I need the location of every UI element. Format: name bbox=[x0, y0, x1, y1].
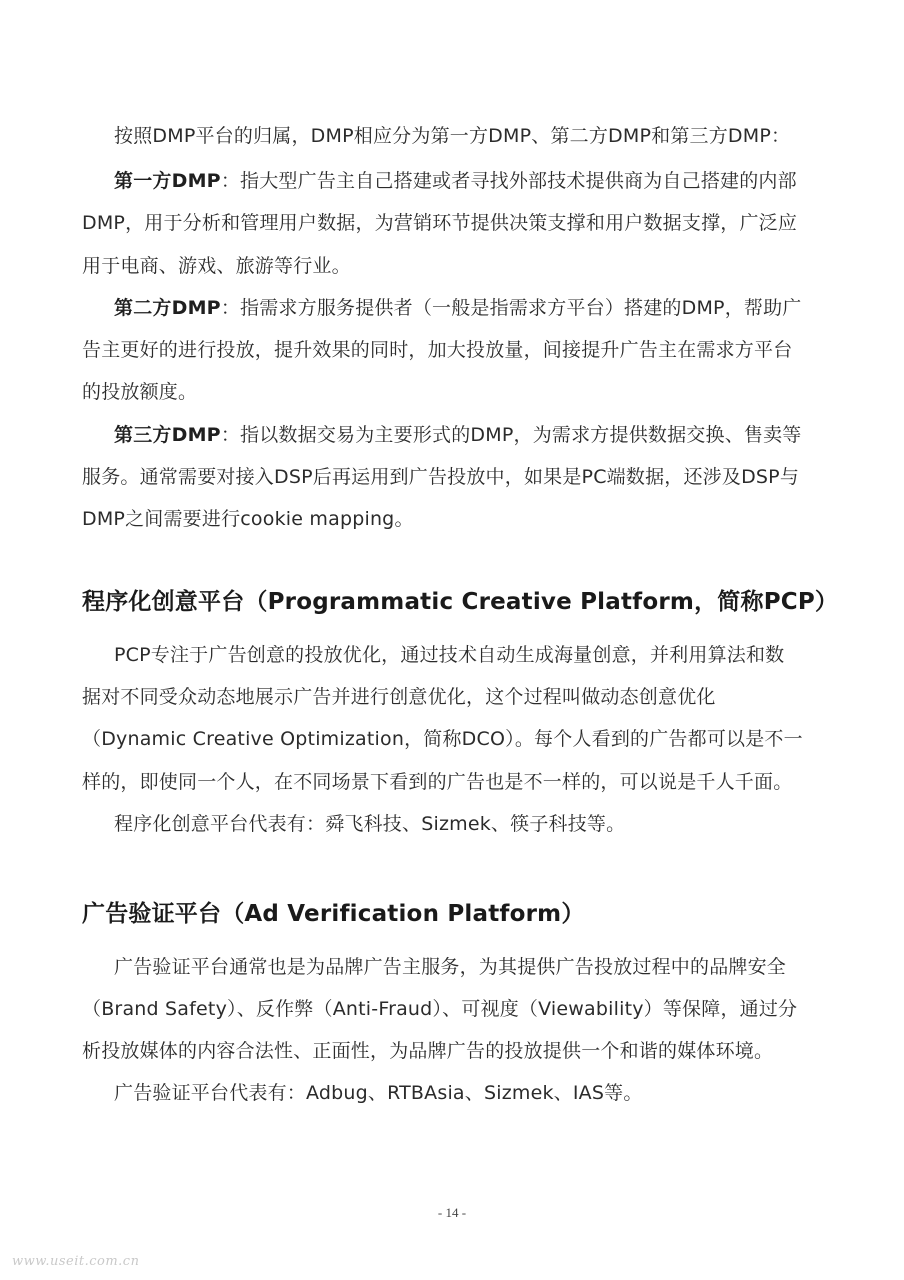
second-party-dmp-line-1 bbox=[114, 295, 822, 321]
pcp-para-line-4: 样的，即使同一个人，在不同场景下看到的广告也是不一样的，可以说是千人千面。 bbox=[82, 771, 793, 793]
third-party-dmp-line-2: 服务。通常需要对接入DSP后再运用到广告投放中，如果是PC端数据，还涉及DSP与 bbox=[82, 466, 800, 488]
second-party-dmp-line-2: 告主更好的进行投放，提升效果的同时，加大投放量，间接提升广告主在需求方平台 bbox=[82, 339, 793, 361]
pcp-heading: 程序化创意平台（Programmatic Creative Platform，简称PCP） bbox=[82, 589, 839, 615]
verification-para-line-3: 析投放媒体的内容合法性、正面性，为品牌广告的投放提供一个和谐的媒体环境。 bbox=[82, 1040, 774, 1062]
third-party-dmp-text: ：指以数据交易为主要形式的DMP，为需求方提供数据交换、售卖等 bbox=[220, 424, 802, 446]
page-number: - 14 - bbox=[437, 1205, 467, 1220]
first-party-dmp-text: ：指大型广告主自己搭建或者寻找外部技术提供商为自己搭建的内部 bbox=[220, 170, 797, 192]
second-party-dmp-lead: 第二方DMP bbox=[114, 297, 221, 319]
verification-para-line-2: （Brand Safety）、反作弊（Anti-Fraud）、可视度（Viewability）等保障，通过分 bbox=[82, 998, 798, 1020]
third-party-dmp-lead: 第三方DMP bbox=[114, 424, 221, 446]
pcp-para-line-3: （Dynamic Creative Optimization，简称DCO）。每个人看到的广告都可以是不一 bbox=[82, 728, 803, 750]
third-party-dmp-line-1 bbox=[114, 422, 822, 448]
dmp-intro: 按照DMP平台的归属，DMP相应分为第一方DMP、第二方DMP和第三方DMP： bbox=[114, 125, 791, 147]
second-party-dmp-text: ：指需求方服务提供者（一般是指需求方平台）搭建的DMP，帮助广 bbox=[220, 297, 802, 319]
pcp-representatives: 程序化创意平台代表有：舜飞科技、Sizmek、筷子科技等。 bbox=[114, 813, 626, 835]
first-party-dmp-line-2: DMP，用于分析和管理用户数据，为营销环节提供决策支撑和用户数据支撑，广泛应 bbox=[82, 212, 798, 234]
first-party-dmp-lead: 第一方DMP bbox=[114, 170, 221, 192]
pcp-para-line-2: 据对不同受众动态地展示广告并进行创意优化，这个过程叫做动态创意优化 bbox=[82, 686, 716, 708]
watermark: www.useit.com.cn bbox=[12, 1254, 140, 1269]
first-party-dmp-line-3: 用于电商、游戏、旅游等行业。 bbox=[82, 255, 351, 277]
verification-para-line-1: 广告验证平台通常也是为品牌广告主服务，为其提供广告投放过程中的品牌安全 bbox=[114, 956, 787, 978]
verification-heading: 广告验证平台（Ad Verification Platform） bbox=[82, 901, 585, 927]
verification-representatives: 广告验证平台代表有：Adbug、RTBAsia、Sizmek、IAS等。 bbox=[114, 1082, 643, 1104]
pcp-para-line-1: PCP专注于广告创意的投放优化，通过技术自动生成海量创意，并利用算法和数 bbox=[114, 644, 785, 666]
first-party-dmp-line-1 bbox=[114, 168, 822, 194]
second-party-dmp-line-3: 的投放额度。 bbox=[82, 381, 198, 403]
third-party-dmp-line-3: DMP之间需要进行cookie mapping。 bbox=[82, 508, 414, 530]
